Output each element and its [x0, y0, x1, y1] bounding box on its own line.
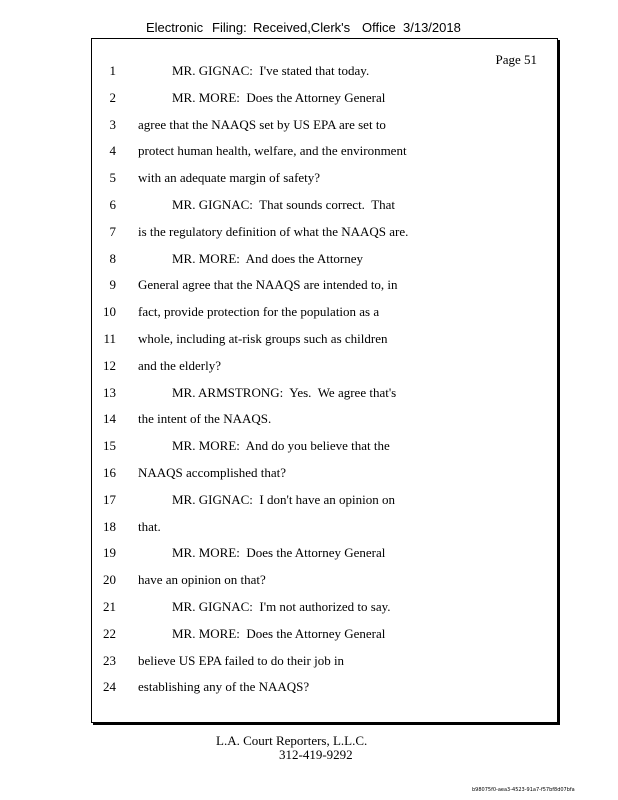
- line-number: 15: [103, 438, 116, 454]
- transcript-line: [92, 329, 557, 349]
- transcript-line: [92, 383, 557, 403]
- line-text: MR. MORE: Does the Attorney General: [172, 89, 386, 105]
- line-number: 8: [109, 250, 116, 266]
- line-number: 4: [109, 143, 116, 159]
- line-text: agree that the NAAQS set by US EPA are set to: [138, 116, 386, 132]
- line-number: 12: [103, 357, 116, 373]
- line-text: MR. GIGNAC: I've stated that today.: [172, 63, 370, 78]
- line-number: 19: [103, 545, 116, 561]
- transcript-line: [92, 356, 557, 376]
- line-text: whole, including at-risk groups such as children: [138, 331, 388, 346]
- page-number: Page 51: [495, 52, 537, 67]
- transcript-line: [92, 302, 557, 322]
- transcript-line: [92, 677, 557, 697]
- transcript-line: [92, 141, 557, 161]
- line-number: 5: [109, 170, 116, 186]
- transcript-line: [92, 409, 557, 429]
- transcript-line: [92, 436, 557, 456]
- line-text: fact, provide protection for the population as a: [138, 304, 380, 320]
- line-number: 13: [103, 384, 116, 400]
- transcript-line: [92, 249, 557, 269]
- line-number: 22: [103, 625, 116, 641]
- header-date: 3/13/2018: [403, 20, 461, 35]
- transcript-line: [92, 597, 557, 617]
- line-text: MR. ARMSTRONG: Yes. We agree that's: [172, 384, 397, 400]
- transcript-line: [92, 275, 557, 295]
- line-number: 16: [103, 465, 116, 480]
- line-text: have an opinion on that?: [138, 572, 266, 588]
- line-text: MR. GIGNAC: I'm not authorized to say.: [172, 599, 391, 614]
- line-number: 17: [103, 491, 116, 507]
- line-text: MR. GIGNAC: That sounds correct. That: [172, 197, 396, 212]
- line-text: MR. MORE: And do you believe that the: [172, 438, 390, 454]
- header-filing: Filing:: [212, 20, 247, 35]
- line-number: 1: [109, 63, 116, 78]
- transcript-line: [92, 168, 557, 188]
- line-text: MR. MORE: Does the Attorney General: [172, 625, 386, 641]
- line-text: protect human health, welfare, and the environment: [138, 143, 407, 159]
- line-number: 6: [109, 197, 116, 212]
- transcript-line: [92, 543, 557, 563]
- filing-header: [146, 20, 506, 36]
- line-text: the intent of the NAAQS.: [138, 411, 272, 427]
- line-text: with an adequate margin of safety?: [138, 170, 321, 186]
- line-number: 21: [103, 599, 116, 614]
- transcript-line: [92, 517, 557, 537]
- transcript-line: [92, 222, 557, 242]
- header-office: Office: [362, 20, 396, 35]
- line-text: General agree that the NAAQS are intended to, in: [138, 277, 398, 293]
- line-number: 11: [103, 331, 116, 346]
- transcript-line: [92, 88, 557, 108]
- transcript-line: [92, 195, 557, 215]
- line-text: MR. GIGNAC: I don't have an opinion on: [172, 491, 395, 507]
- line-text: that.: [138, 518, 161, 534]
- document-id: b98075f0-aea3-4523-91a7-f57bf8d07bfa: [472, 787, 575, 793]
- line-number: 2: [109, 89, 116, 105]
- transcript-line: [92, 61, 557, 81]
- header-electronic: Electronic: [146, 20, 204, 35]
- transcript-line: [92, 624, 557, 644]
- transcript-line: [92, 570, 557, 590]
- line-text: is the regulatory definition of what the NAAQS are.: [138, 223, 409, 239]
- line-text: MR. MORE: Does the Attorney General: [172, 545, 386, 561]
- transcript-page: [91, 38, 558, 723]
- footer-phone: 312-419-9292: [279, 747, 353, 762]
- transcript-line: [92, 651, 557, 671]
- line-number: 23: [103, 652, 116, 668]
- line-number: 20: [103, 572, 116, 588]
- line-text: establishing any of the NAAQS?: [138, 679, 310, 695]
- transcript-line: [92, 463, 557, 483]
- footer-company: L.A. Court Reporters, L.L.C.: [216, 733, 368, 748]
- transcript-line: [92, 490, 557, 510]
- line-number: 14: [103, 411, 116, 427]
- line-number: 9: [109, 277, 116, 293]
- line-number: 18: [103, 518, 116, 534]
- line-text: and the elderly?: [138, 357, 222, 373]
- header-received: Received,Clerk's: [253, 20, 351, 35]
- line-number: 24: [103, 679, 116, 695]
- transcript-line: [92, 115, 557, 135]
- line-text: NAAQS accomplished that?: [138, 465, 287, 480]
- line-text: MR. MORE: And does the Attorney: [172, 250, 364, 266]
- line-number: 10: [103, 304, 116, 320]
- line-number: 7: [109, 223, 116, 239]
- line-text: believe US EPA failed to do their job in: [138, 652, 345, 668]
- line-number: 3: [109, 116, 116, 132]
